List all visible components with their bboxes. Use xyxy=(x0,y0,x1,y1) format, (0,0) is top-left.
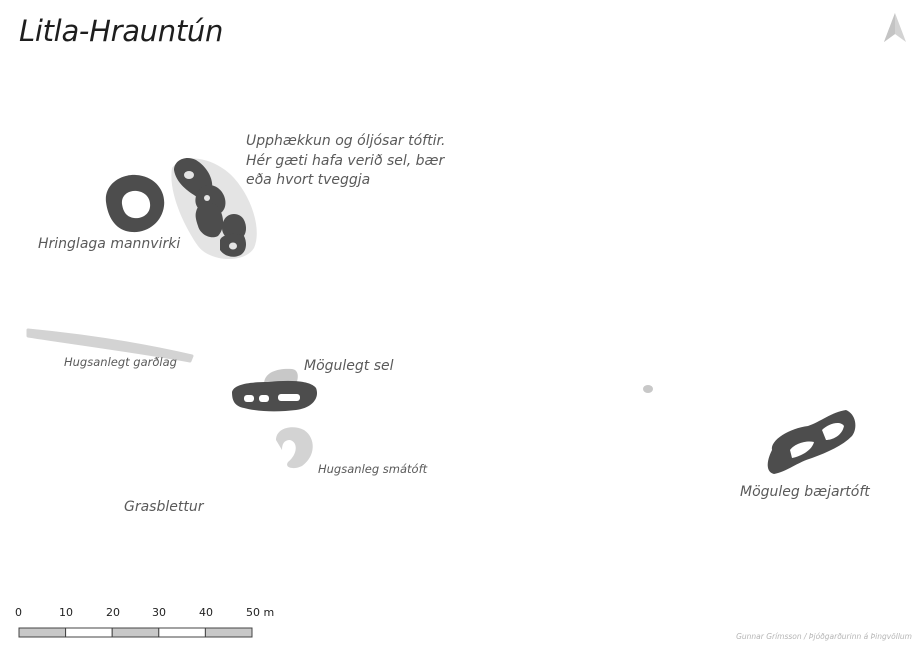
ring-label: Hringlaga mannvirki xyxy=(38,236,181,252)
scale-tick: 50 m xyxy=(246,606,275,619)
scale-tick: 20 xyxy=(106,606,120,619)
raised-area-note xyxy=(246,132,445,191)
small-ruin xyxy=(276,427,313,468)
scale-tick: 30 xyxy=(152,606,166,619)
farm-ruin-label: Möguleg bæjartóft xyxy=(740,484,870,500)
ring-structure xyxy=(106,175,164,232)
credit-text: Gunnar Grímsson / Þjóðgarðurinn á Þingvöllum xyxy=(736,632,912,641)
small-dot xyxy=(643,385,653,393)
wall-label: Hugsanlegt garðlag xyxy=(64,355,177,369)
map-title: Litla-Hrauntún xyxy=(19,14,224,48)
scale-labels xyxy=(0,606,300,622)
note-line: Hér gæti hafa verið sel, bær xyxy=(246,152,445,169)
note-line: eða hvort tveggja xyxy=(246,172,371,188)
scale-tick: 40 xyxy=(199,606,213,619)
scale-bar xyxy=(19,628,252,637)
small-ruin-label: Hugsanleg smátóft xyxy=(318,462,428,476)
note-line: Upphækkun og óljósar tóftir. xyxy=(246,133,446,149)
scale-tick: 0 xyxy=(15,606,22,619)
scale-tick: 10 xyxy=(59,606,73,619)
grass-label: Grasblettur xyxy=(124,499,204,515)
shieling-label: Mögulegt sel xyxy=(304,358,394,374)
